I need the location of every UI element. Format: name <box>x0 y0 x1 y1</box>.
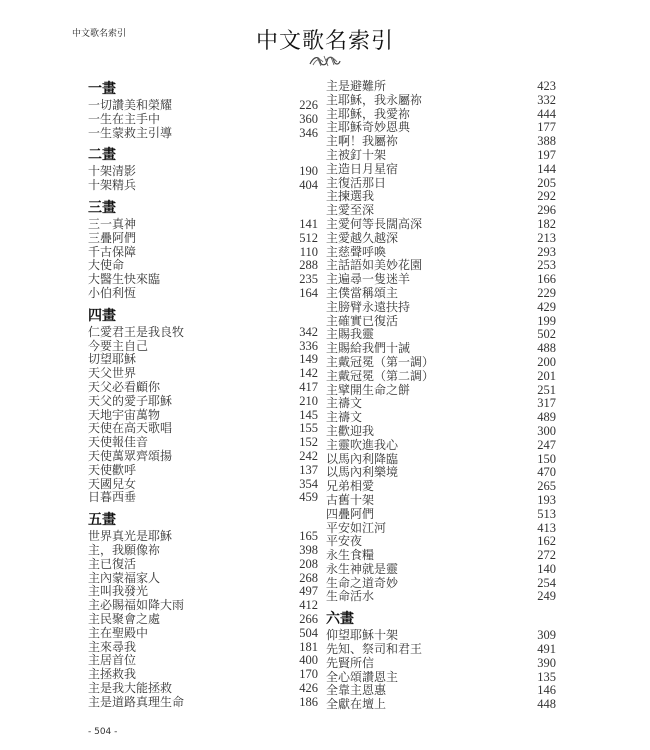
index-entry <box>88 599 318 613</box>
index-entry <box>326 563 556 577</box>
song-title: 主內蒙福家人 <box>88 570 161 585</box>
song-page-number: 288 <box>299 258 318 273</box>
index-entry <box>88 627 318 641</box>
song-title: 十架精兵 <box>88 178 137 193</box>
song-title: 古舊十架 <box>326 492 375 507</box>
song-title: 主復活那日 <box>326 175 387 190</box>
index-entry <box>326 494 556 508</box>
index-entry <box>326 411 556 425</box>
song-title: 永生神就是靈 <box>326 561 399 576</box>
song-title: 主愛至深 <box>326 203 375 218</box>
index-entry <box>326 370 556 384</box>
song-title: 一切讚美和榮耀 <box>88 98 173 112</box>
song-title: 主叫我發光 <box>88 584 149 599</box>
song-page-number: 165 <box>299 529 318 544</box>
song-title: 主拯救我 <box>88 667 137 682</box>
song-page-number: 296 <box>537 203 556 218</box>
song-title: 主歡迎我 <box>326 423 375 438</box>
song-title: 天使在高天歌唱 <box>88 421 173 436</box>
index-entry <box>88 381 318 395</box>
song-page-number: 489 <box>537 410 556 425</box>
index-entry <box>326 301 556 315</box>
song-page-number: 213 <box>537 230 556 245</box>
song-page-number: 199 <box>537 313 556 328</box>
song-page-number: 444 <box>537 106 556 121</box>
song-title: 以馬內利降臨 <box>326 451 399 466</box>
song-page-number: 293 <box>537 244 556 259</box>
song-title: 主禱文 <box>326 410 363 425</box>
song-page-number: 502 <box>537 327 556 342</box>
song-title: 主是道路真理生命 <box>88 694 185 709</box>
song-title: 全心頌讚恩主 <box>326 669 399 684</box>
song-title: 主耶穌，我永屬祢 <box>326 92 423 107</box>
song-title: 十架清影 <box>88 164 137 179</box>
song-page-number: 190 <box>299 164 318 179</box>
song-title: 天父的愛子耶穌 <box>88 393 173 408</box>
song-title: 主民聚會之處 <box>88 611 161 626</box>
song-title: 仁愛君王是我良牧 <box>88 324 185 339</box>
song-page-number: 342 <box>299 324 318 339</box>
song-title: 一生在主手中 <box>88 111 161 126</box>
song-title: 大醫生快來臨 <box>88 272 161 287</box>
song-title: 主必賜福如降大雨 <box>88 598 185 613</box>
song-page-number: 413 <box>537 520 556 535</box>
song-title: 先知、祭司和君王 <box>326 642 423 657</box>
index-entry <box>88 450 318 464</box>
song-title: 主僕當稱頌主 <box>326 285 399 300</box>
stroke-count-heading: 六畫 <box>326 611 354 628</box>
index-entry <box>326 425 556 439</box>
song-page-number: 254 <box>537 575 556 590</box>
song-page-number: 491 <box>537 642 556 657</box>
song-page-number: 354 <box>299 476 318 491</box>
song-page-number: 186 <box>299 694 318 709</box>
index-entry <box>326 480 556 494</box>
song-title: 主耶穌奇妙恩典 <box>326 120 411 135</box>
song-page-number: 512 <box>299 230 318 245</box>
index-entry <box>326 273 556 287</box>
song-page-number: 360 <box>299 111 318 126</box>
song-title: 主揀選我 <box>326 189 375 204</box>
song-title: 主膀臂永遠扶持 <box>326 299 411 314</box>
song-page-number: 251 <box>537 382 556 397</box>
song-page-number: 145 <box>299 407 318 422</box>
song-title: 平安夜 <box>326 534 363 549</box>
song-title: 世界真光是耶穌 <box>88 529 173 544</box>
song-page-number: 266 <box>299 611 318 626</box>
song-page-number: 137 <box>299 462 318 477</box>
song-title: 天使萬眾齊頌揚 <box>88 448 173 463</box>
song-page-number: 292 <box>537 189 556 204</box>
index-entry <box>326 439 556 453</box>
song-page-number: 504 <box>299 625 318 640</box>
index-entry <box>88 558 318 572</box>
song-title: 今要主自己 <box>88 338 149 353</box>
song-title: 小伯利恆 <box>88 285 137 300</box>
song-title: 全獻在壇上 <box>326 697 387 712</box>
index-entry <box>88 641 318 655</box>
song-page-number: 426 <box>299 680 318 695</box>
index-entry <box>88 395 318 409</box>
song-page-number: 398 <box>299 542 318 557</box>
index-entry <box>326 163 556 177</box>
song-page-number: 470 <box>537 465 556 480</box>
song-title: 主確實已復活 <box>326 313 399 328</box>
song-page-number: 144 <box>537 161 556 176</box>
index-entry <box>88 696 318 710</box>
index-entry <box>88 179 318 193</box>
song-page-number: 170 <box>299 667 318 682</box>
song-title: 主愛越久越深 <box>326 230 399 245</box>
index-column-right <box>326 80 556 712</box>
song-page-number: 141 <box>299 216 318 231</box>
song-page-number: 164 <box>299 285 318 300</box>
song-page-number: 197 <box>537 147 556 162</box>
song-page-number: 268 <box>299 570 318 585</box>
song-page-number: 488 <box>537 341 556 356</box>
song-title: 千古保障 <box>88 244 137 259</box>
index-entry <box>326 287 556 301</box>
song-page-number: 412 <box>299 598 318 613</box>
index-entry <box>326 629 556 643</box>
song-page-number: 346 <box>299 125 318 140</box>
index-entry <box>88 326 318 340</box>
song-page-number: 181 <box>299 639 318 654</box>
song-page-number: 182 <box>537 216 556 231</box>
index-entry <box>88 530 318 544</box>
song-page-number: 229 <box>537 285 556 300</box>
index-entry <box>88 436 318 450</box>
song-page-number: 208 <box>299 556 318 571</box>
song-title: 先賢所信 <box>326 655 375 670</box>
song-page-number: 253 <box>537 258 556 273</box>
stroke-count-heading: 四畫 <box>88 307 116 324</box>
song-page-number: 155 <box>299 421 318 436</box>
song-page-number: 404 <box>299 178 318 193</box>
song-page-number: 110 <box>299 244 318 259</box>
index-entry <box>88 287 318 301</box>
song-title: 生命之道奇妙 <box>326 575 399 590</box>
song-title: 主已復活 <box>88 556 137 571</box>
song-title: 天使歡呼 <box>88 462 137 477</box>
song-title: 切望耶穌 <box>88 352 137 367</box>
index-entry <box>88 464 318 478</box>
song-page-number: 272 <box>537 548 556 563</box>
song-title: 生命活水 <box>326 589 375 604</box>
song-title: 四疊阿們 <box>326 506 375 521</box>
song-page-number: 177 <box>537 120 556 135</box>
song-page-number: 210 <box>299 393 318 408</box>
song-page-number: 152 <box>299 435 318 450</box>
song-title: 主慈聲呼喚 <box>326 244 387 259</box>
song-page-number: 193 <box>537 492 556 507</box>
song-title: 兄弟相愛 <box>326 479 375 494</box>
song-title: 仰望耶穌十架 <box>326 628 399 643</box>
song-page-number: 459 <box>299 490 318 505</box>
song-title: 三一真神 <box>88 216 137 231</box>
song-page-number: 332 <box>537 92 556 107</box>
song-title: 全靠主恩惠 <box>326 683 387 698</box>
song-title: 主戴冠冕（第二調） <box>326 368 435 383</box>
index-column-left <box>88 80 318 709</box>
song-page-number: 135 <box>537 669 556 684</box>
song-page-number: 142 <box>299 366 318 381</box>
song-page-number: 400 <box>299 653 318 668</box>
song-title: 大使命 <box>88 258 125 273</box>
song-page-number: 300 <box>537 423 556 438</box>
song-title: 日暮西垂 <box>88 490 137 505</box>
song-title: 主被釘十架 <box>326 147 387 162</box>
song-title: 天地宇宙萬物 <box>88 407 161 422</box>
song-page-number: 429 <box>537 299 556 314</box>
song-title: 天父世界 <box>88 366 137 381</box>
song-page-number: 150 <box>537 451 556 466</box>
song-title: 主，我願像祢 <box>88 542 161 557</box>
stroke-count-heading: 二畫 <box>88 147 116 164</box>
index-entry <box>88 127 318 141</box>
song-title: 主愛何等長闊高深 <box>326 216 423 231</box>
song-page-number: 226 <box>299 98 318 112</box>
index-entry <box>88 232 318 246</box>
index-entry <box>326 590 556 604</box>
song-page-number: 200 <box>537 354 556 369</box>
index-entry <box>88 491 318 505</box>
song-title: 主賜我靈 <box>326 327 375 342</box>
index-entry <box>88 273 318 287</box>
stroke-count-heading: 一畫 <box>88 81 116 97</box>
song-title: 主啊！我屬祢 <box>326 134 399 149</box>
song-page-number: 423 <box>537 79 556 93</box>
song-page-number: 140 <box>537 561 556 576</box>
song-page-number: 205 <box>537 175 556 190</box>
index-entry <box>326 549 556 563</box>
song-title: 主話語如美妙花園 <box>326 258 423 273</box>
index-entry <box>326 698 556 712</box>
index-entry <box>88 668 318 682</box>
song-page-number: 247 <box>537 437 556 452</box>
index-entry <box>326 149 556 163</box>
song-page-number: 149 <box>299 352 318 367</box>
song-page-number: 162 <box>537 534 556 549</box>
index-entry <box>88 544 318 558</box>
song-title: 以馬內利樂境 <box>326 465 399 480</box>
song-page-number: 388 <box>537 134 556 149</box>
index-entry <box>326 232 556 246</box>
song-title: 主在聖殿中 <box>88 625 149 640</box>
index-entry <box>88 367 318 381</box>
stroke-count-heading: 三畫 <box>88 199 116 216</box>
stroke-count-heading: 五畫 <box>88 512 116 529</box>
index-entry <box>326 657 556 671</box>
song-page-number: 513 <box>537 506 556 521</box>
song-title: 主耶穌，我愛祢 <box>326 106 411 121</box>
song-page-number: 265 <box>537 479 556 494</box>
index-entry <box>326 218 556 232</box>
song-title: 天使報佳音 <box>88 435 149 450</box>
index-entry <box>88 113 318 127</box>
page-title: 中文歌名索引 <box>255 29 394 54</box>
index-entry <box>326 508 556 522</box>
song-title: 一生蒙救主引導 <box>88 125 173 140</box>
running-head: 中文歌名索引 <box>72 29 127 39</box>
song-title: 永生食糧 <box>326 548 375 563</box>
song-title: 主靈吹進我心 <box>326 437 399 452</box>
index-entry <box>326 643 556 657</box>
song-title: 主禱文 <box>326 396 363 411</box>
song-title: 主是我大能拯救 <box>88 680 173 695</box>
song-title: 主戴冠冕（第一調） <box>326 354 435 369</box>
index-entry <box>326 80 556 94</box>
song-title: 天父必看顧你 <box>88 379 161 394</box>
song-title: 主是避難所 <box>326 79 387 93</box>
index-entry <box>326 190 556 204</box>
song-page-number: 242 <box>299 448 318 463</box>
song-page-number: 390 <box>537 655 556 670</box>
song-page-number: 317 <box>537 396 556 411</box>
index-entry <box>88 613 318 627</box>
index-entry <box>326 356 556 370</box>
index-entry <box>88 218 318 232</box>
song-title: 主遍尋一隻迷羊 <box>326 272 411 287</box>
page-number: - 504 - <box>88 727 118 737</box>
song-page-number: 166 <box>537 272 556 287</box>
song-title: 主造日月星宿 <box>326 161 399 176</box>
song-page-number: 336 <box>299 338 318 353</box>
song-page-number: 146 <box>537 683 556 698</box>
index-entry <box>88 682 318 696</box>
song-title: 主來尋我 <box>88 639 137 654</box>
song-page-number: 497 <box>299 584 318 599</box>
song-title: 主賜給我們十誡 <box>326 341 411 356</box>
song-page-number: 235 <box>299 272 318 287</box>
index-entry <box>88 99 318 113</box>
song-page-number: 309 <box>537 628 556 643</box>
index-entry <box>326 204 556 218</box>
index-entry <box>326 342 556 356</box>
index-entry <box>326 135 556 149</box>
song-page-number: 249 <box>537 589 556 604</box>
song-page-number: 201 <box>537 368 556 383</box>
song-title: 主擘開生命之餅 <box>326 382 411 397</box>
song-title: 主居首位 <box>88 653 137 668</box>
index-entry <box>326 94 556 108</box>
song-page-number: 448 <box>537 697 556 712</box>
song-title: 三疊阿們 <box>88 230 137 245</box>
song-title: 平安如江河 <box>326 520 387 535</box>
flourish-ornament-icon <box>307 53 343 69</box>
song-title: 天國兒女 <box>88 476 137 491</box>
song-page-number: 417 <box>299 379 318 394</box>
